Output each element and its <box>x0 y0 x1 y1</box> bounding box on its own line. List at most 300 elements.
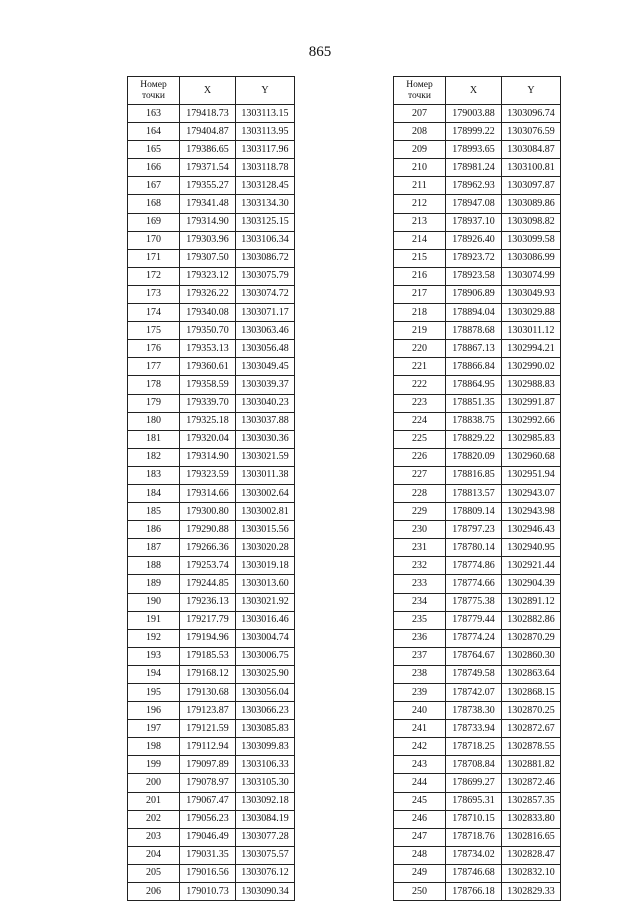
point-number-cell: 214 <box>394 231 446 249</box>
table-row <box>128 883 295 901</box>
x-coordinate-cell: 178851.35 <box>446 394 502 412</box>
point-number-cell: 194 <box>128 665 180 683</box>
y-coordinate-cell: 1303021.59 <box>236 448 295 466</box>
x-coordinate-cell: 178708.84 <box>446 756 502 774</box>
y-coordinate-cell: 1303092.18 <box>236 792 295 810</box>
y-coordinate-cell: 1302904.39 <box>502 575 561 593</box>
point-number-cell: 229 <box>394 503 446 521</box>
point-number-cell: 250 <box>394 883 446 901</box>
y-coordinate-cell: 1303074.99 <box>502 267 561 285</box>
y-coordinate-cell: 1303013.60 <box>236 575 295 593</box>
y-coordinate-cell: 1303016.46 <box>236 611 295 629</box>
x-coordinate-cell: 179303.96 <box>180 231 236 249</box>
coordinates-table-left <box>127 76 295 901</box>
table-header-row <box>394 77 561 105</box>
table-row <box>128 123 295 141</box>
x-coordinate-cell: 179339.70 <box>180 394 236 412</box>
y-coordinate-cell: 1303113.15 <box>236 105 295 123</box>
table-row <box>394 702 561 720</box>
y-coordinate-cell: 1303075.79 <box>236 267 295 285</box>
point-number-cell: 215 <box>394 249 446 267</box>
x-coordinate-cell: 178699.27 <box>446 774 502 792</box>
y-coordinate-cell: 1302991.87 <box>502 394 561 412</box>
y-coordinate-cell: 1302891.12 <box>502 593 561 611</box>
x-coordinate-cell: 179326.22 <box>180 285 236 303</box>
x-coordinate-cell: 179253.74 <box>180 557 236 575</box>
coordinates-table-right <box>393 76 561 901</box>
table-row <box>394 249 561 267</box>
x-coordinate-cell: 179341.48 <box>180 195 236 213</box>
y-coordinate-cell: 1303004.74 <box>236 629 295 647</box>
y-coordinate-cell: 1303106.33 <box>236 756 295 774</box>
point-number-cell: 207 <box>394 105 446 123</box>
x-coordinate-cell: 178894.04 <box>446 304 502 322</box>
x-coordinate-cell: 178733.94 <box>446 720 502 738</box>
table-row <box>128 484 295 502</box>
x-coordinate-cell: 178775.38 <box>446 593 502 611</box>
x-coordinate-cell: 179016.56 <box>180 864 236 882</box>
table-row <box>394 195 561 213</box>
x-coordinate-cell: 178813.57 <box>446 484 502 502</box>
y-coordinate-cell: 1303011.12 <box>502 322 561 340</box>
y-coordinate-cell: 1303049.93 <box>502 285 561 303</box>
x-coordinate-cell: 178779.44 <box>446 611 502 629</box>
table-row <box>394 123 561 141</box>
table-row <box>394 376 561 394</box>
x-coordinate-cell: 178993.65 <box>446 141 502 159</box>
point-number-cell: 224 <box>394 412 446 430</box>
header-x: X <box>180 77 236 105</box>
x-coordinate-cell: 179010.73 <box>180 883 236 901</box>
point-number-cell: 237 <box>394 647 446 665</box>
x-coordinate-cell: 178816.85 <box>446 466 502 484</box>
table-row <box>394 738 561 756</box>
x-coordinate-cell: 178710.15 <box>446 810 502 828</box>
point-number-cell: 227 <box>394 466 446 484</box>
point-number-cell: 245 <box>394 792 446 810</box>
point-number-cell: 238 <box>394 665 446 683</box>
x-coordinate-cell: 178947.08 <box>446 195 502 213</box>
x-coordinate-cell: 178774.66 <box>446 575 502 593</box>
x-coordinate-cell: 178923.58 <box>446 267 502 285</box>
y-coordinate-cell: 1302921.44 <box>502 557 561 575</box>
x-coordinate-cell: 178981.24 <box>446 159 502 177</box>
x-coordinate-cell: 178923.72 <box>446 249 502 267</box>
y-coordinate-cell: 1303074.72 <box>236 285 295 303</box>
table-row <box>394 774 561 792</box>
point-number-cell: 242 <box>394 738 446 756</box>
y-coordinate-cell: 1302872.46 <box>502 774 561 792</box>
table-row <box>394 503 561 521</box>
y-coordinate-cell: 1302881.82 <box>502 756 561 774</box>
x-coordinate-cell: 178864.95 <box>446 376 502 394</box>
point-number-cell: 174 <box>128 304 180 322</box>
point-number-cell: 178 <box>128 376 180 394</box>
table-row <box>394 521 561 539</box>
y-coordinate-cell: 1303039.37 <box>236 376 295 394</box>
table-row <box>128 557 295 575</box>
header-x: X <box>446 77 502 105</box>
table-row <box>394 105 561 123</box>
header-y: Y <box>502 77 561 105</box>
x-coordinate-cell: 179244.85 <box>180 575 236 593</box>
table-row <box>128 503 295 521</box>
point-number-cell: 168 <box>128 195 180 213</box>
y-coordinate-cell: 1303020.28 <box>236 539 295 557</box>
point-number-cell: 199 <box>128 756 180 774</box>
x-coordinate-cell: 179130.68 <box>180 684 236 702</box>
point-number-cell: 226 <box>394 448 446 466</box>
y-coordinate-cell: 1303066.23 <box>236 702 295 720</box>
y-coordinate-cell: 1302863.64 <box>502 665 561 683</box>
y-coordinate-cell: 1302951.94 <box>502 466 561 484</box>
y-coordinate-cell: 1303002.64 <box>236 484 295 502</box>
x-coordinate-cell: 178829.22 <box>446 430 502 448</box>
table-row <box>128 141 295 159</box>
point-number-cell: 183 <box>128 466 180 484</box>
point-number-cell: 230 <box>394 521 446 539</box>
x-coordinate-cell: 179300.80 <box>180 503 236 521</box>
table-row <box>394 213 561 231</box>
x-coordinate-cell: 179290.88 <box>180 521 236 539</box>
point-number-cell: 247 <box>394 828 446 846</box>
point-number-cell: 164 <box>128 123 180 141</box>
y-coordinate-cell: 1303075.57 <box>236 846 295 864</box>
x-coordinate-cell: 178866.84 <box>446 358 502 376</box>
table-row <box>128 647 295 665</box>
table-row <box>128 195 295 213</box>
table-row <box>394 665 561 683</box>
x-coordinate-cell: 178734.02 <box>446 846 502 864</box>
x-coordinate-cell: 178809.14 <box>446 503 502 521</box>
table-row <box>394 629 561 647</box>
x-coordinate-cell: 179358.59 <box>180 376 236 394</box>
y-coordinate-cell: 1302992.66 <box>502 412 561 430</box>
x-coordinate-cell: 179031.35 <box>180 846 236 864</box>
table-row <box>128 159 295 177</box>
y-coordinate-cell: 1303125.15 <box>236 213 295 231</box>
y-coordinate-cell: 1303071.17 <box>236 304 295 322</box>
point-number-cell: 220 <box>394 340 446 358</box>
x-coordinate-cell: 179325.18 <box>180 412 236 430</box>
table-row <box>394 539 561 557</box>
point-number-cell: 235 <box>394 611 446 629</box>
header-point-number: Номер точки <box>128 77 180 105</box>
y-coordinate-cell: 1302960.68 <box>502 448 561 466</box>
x-coordinate-cell: 179217.79 <box>180 611 236 629</box>
point-number-cell: 187 <box>128 539 180 557</box>
table-header-row <box>128 77 295 105</box>
y-coordinate-cell: 1303084.87 <box>502 141 561 159</box>
x-coordinate-cell: 179314.90 <box>180 213 236 231</box>
x-coordinate-cell: 179067.47 <box>180 792 236 810</box>
y-coordinate-cell: 1302878.55 <box>502 738 561 756</box>
table-row <box>394 141 561 159</box>
y-coordinate-cell: 1302943.07 <box>502 484 561 502</box>
x-coordinate-cell: 178774.24 <box>446 629 502 647</box>
point-number-cell: 216 <box>394 267 446 285</box>
x-coordinate-cell: 179386.65 <box>180 141 236 159</box>
point-number-cell: 175 <box>128 322 180 340</box>
table-row <box>394 484 561 502</box>
y-coordinate-cell: 1302985.83 <box>502 430 561 448</box>
y-coordinate-cell: 1303118.78 <box>236 159 295 177</box>
x-coordinate-cell: 179307.50 <box>180 249 236 267</box>
table-row <box>128 756 295 774</box>
x-coordinate-cell: 179371.54 <box>180 159 236 177</box>
point-number-cell: 231 <box>394 539 446 557</box>
y-coordinate-cell: 1302872.67 <box>502 720 561 738</box>
x-coordinate-cell: 179266.36 <box>180 539 236 557</box>
y-coordinate-cell: 1302940.95 <box>502 539 561 557</box>
y-coordinate-cell: 1302857.35 <box>502 792 561 810</box>
x-coordinate-cell: 179112.94 <box>180 738 236 756</box>
y-coordinate-cell: 1302868.15 <box>502 684 561 702</box>
x-coordinate-cell: 178746.68 <box>446 864 502 882</box>
table-row <box>128 810 295 828</box>
point-number-cell: 165 <box>128 141 180 159</box>
table-row <box>128 267 295 285</box>
point-number-cell: 180 <box>128 412 180 430</box>
header-y: Y <box>236 77 295 105</box>
point-number-cell: 197 <box>128 720 180 738</box>
point-number-cell: 228 <box>394 484 446 502</box>
point-number-cell: 248 <box>394 846 446 864</box>
y-coordinate-cell: 1303049.45 <box>236 358 295 376</box>
y-coordinate-cell: 1303096.74 <box>502 105 561 123</box>
table-row <box>394 322 561 340</box>
table-row <box>128 376 295 394</box>
x-coordinate-cell: 179404.87 <box>180 123 236 141</box>
point-number-cell: 211 <box>394 177 446 195</box>
x-coordinate-cell: 178820.09 <box>446 448 502 466</box>
table-body-left <box>128 105 295 901</box>
point-number-cell: 241 <box>394 720 446 738</box>
table-row <box>128 738 295 756</box>
y-coordinate-cell: 1303089.86 <box>502 195 561 213</box>
table-row <box>394 340 561 358</box>
x-coordinate-cell: 178926.40 <box>446 231 502 249</box>
y-coordinate-cell: 1302829.33 <box>502 883 561 901</box>
x-coordinate-cell: 178695.31 <box>446 792 502 810</box>
point-number-cell: 173 <box>128 285 180 303</box>
y-coordinate-cell: 1302832.10 <box>502 864 561 882</box>
point-number-cell: 196 <box>128 702 180 720</box>
x-coordinate-cell: 179353.13 <box>180 340 236 358</box>
y-coordinate-cell: 1303106.34 <box>236 231 295 249</box>
table-row <box>394 684 561 702</box>
point-number-cell: 232 <box>394 557 446 575</box>
table-row <box>394 448 561 466</box>
table-row <box>394 412 561 430</box>
point-number-cell: 222 <box>394 376 446 394</box>
table-row <box>394 593 561 611</box>
point-number-cell: 189 <box>128 575 180 593</box>
point-number-cell: 217 <box>394 285 446 303</box>
point-number-cell: 198 <box>128 738 180 756</box>
x-coordinate-cell: 178962.93 <box>446 177 502 195</box>
y-coordinate-cell: 1303056.04 <box>236 684 295 702</box>
y-coordinate-cell: 1303029.88 <box>502 304 561 322</box>
y-coordinate-cell: 1302946.43 <box>502 521 561 539</box>
header-point-number: Номер точки <box>394 77 446 105</box>
table-row <box>128 611 295 629</box>
point-number-cell: 188 <box>128 557 180 575</box>
y-coordinate-cell: 1303011.38 <box>236 466 295 484</box>
point-number-cell: 221 <box>394 358 446 376</box>
x-coordinate-cell: 179003.88 <box>446 105 502 123</box>
table-row <box>128 702 295 720</box>
table-row <box>128 828 295 846</box>
point-number-cell: 170 <box>128 231 180 249</box>
table-row <box>394 846 561 864</box>
table-row <box>128 665 295 683</box>
point-number-cell: 184 <box>128 484 180 502</box>
table-row <box>394 720 561 738</box>
x-coordinate-cell: 178718.76 <box>446 828 502 846</box>
table-row <box>128 846 295 864</box>
point-number-cell: 190 <box>128 593 180 611</box>
table-row <box>394 231 561 249</box>
point-number-cell: 203 <box>128 828 180 846</box>
x-coordinate-cell: 179056.23 <box>180 810 236 828</box>
table-row <box>394 304 561 322</box>
y-coordinate-cell: 1303002.81 <box>236 503 295 521</box>
y-coordinate-cell: 1303097.87 <box>502 177 561 195</box>
y-coordinate-cell: 1302833.80 <box>502 810 561 828</box>
x-coordinate-cell: 178878.68 <box>446 322 502 340</box>
y-coordinate-cell: 1302816.65 <box>502 828 561 846</box>
table-row <box>128 774 295 792</box>
y-coordinate-cell: 1303076.59 <box>502 123 561 141</box>
table-row <box>128 575 295 593</box>
x-coordinate-cell: 178867.13 <box>446 340 502 358</box>
x-coordinate-cell: 179185.53 <box>180 647 236 665</box>
y-coordinate-cell: 1302943.98 <box>502 503 561 521</box>
table-row <box>128 466 295 484</box>
point-number-cell: 186 <box>128 521 180 539</box>
y-coordinate-cell: 1303030.36 <box>236 430 295 448</box>
table-row <box>128 249 295 267</box>
x-coordinate-cell: 179078.97 <box>180 774 236 792</box>
table-row <box>128 593 295 611</box>
y-coordinate-cell: 1302870.25 <box>502 702 561 720</box>
table-row <box>128 231 295 249</box>
x-coordinate-cell: 178718.25 <box>446 738 502 756</box>
point-number-cell: 176 <box>128 340 180 358</box>
point-number-cell: 204 <box>128 846 180 864</box>
y-coordinate-cell: 1303076.12 <box>236 864 295 882</box>
table-row <box>128 285 295 303</box>
table-row <box>128 304 295 322</box>
point-number-cell: 249 <box>394 864 446 882</box>
table-row <box>394 394 561 412</box>
point-number-cell: 195 <box>128 684 180 702</box>
y-coordinate-cell: 1303077.28 <box>236 828 295 846</box>
table-row <box>128 521 295 539</box>
page-number: 865 <box>308 44 332 60</box>
table-row <box>128 684 295 702</box>
y-coordinate-cell: 1302828.47 <box>502 846 561 864</box>
x-coordinate-cell: 179236.13 <box>180 593 236 611</box>
table-row <box>394 883 561 901</box>
point-number-cell: 210 <box>394 159 446 177</box>
point-number-cell: 177 <box>128 358 180 376</box>
table-row <box>128 864 295 882</box>
point-number-cell: 234 <box>394 593 446 611</box>
table-body-right <box>394 105 561 901</box>
x-coordinate-cell: 179350.70 <box>180 322 236 340</box>
table-row <box>128 720 295 738</box>
point-number-cell: 192 <box>128 629 180 647</box>
y-coordinate-cell: 1303105.30 <box>236 774 295 792</box>
table-row <box>128 340 295 358</box>
x-coordinate-cell: 178999.22 <box>446 123 502 141</box>
point-number-cell: 167 <box>128 177 180 195</box>
point-number-cell: 191 <box>128 611 180 629</box>
x-coordinate-cell: 178766.18 <box>446 883 502 901</box>
y-coordinate-cell: 1303086.72 <box>236 249 295 267</box>
point-number-cell: 206 <box>128 883 180 901</box>
y-coordinate-cell: 1303086.99 <box>502 249 561 267</box>
x-coordinate-cell: 178738.30 <box>446 702 502 720</box>
table-row <box>128 412 295 430</box>
x-coordinate-cell: 178764.67 <box>446 647 502 665</box>
point-number-cell: 213 <box>394 213 446 231</box>
y-coordinate-cell: 1302990.02 <box>502 358 561 376</box>
x-coordinate-cell: 179360.61 <box>180 358 236 376</box>
x-coordinate-cell: 179340.08 <box>180 304 236 322</box>
point-number-cell: 209 <box>394 141 446 159</box>
x-coordinate-cell: 178742.07 <box>446 684 502 702</box>
x-coordinate-cell: 178937.10 <box>446 213 502 231</box>
table-row <box>394 792 561 810</box>
y-coordinate-cell: 1302988.83 <box>502 376 561 394</box>
x-coordinate-cell: 179323.59 <box>180 466 236 484</box>
y-coordinate-cell: 1302994.21 <box>502 340 561 358</box>
y-coordinate-cell: 1303063.46 <box>236 322 295 340</box>
point-number-cell: 205 <box>128 864 180 882</box>
y-coordinate-cell: 1303134.30 <box>236 195 295 213</box>
table-row <box>128 430 295 448</box>
y-coordinate-cell: 1303040.23 <box>236 394 295 412</box>
point-number-cell: 179 <box>128 394 180 412</box>
x-coordinate-cell: 178780.14 <box>446 539 502 557</box>
table-row <box>394 575 561 593</box>
table-row <box>394 177 561 195</box>
table-row <box>394 267 561 285</box>
y-coordinate-cell: 1303099.83 <box>236 738 295 756</box>
y-coordinate-cell: 1303100.81 <box>502 159 561 177</box>
table-row <box>394 159 561 177</box>
y-coordinate-cell: 1303025.90 <box>236 665 295 683</box>
table-row <box>394 557 561 575</box>
point-number-cell: 244 <box>394 774 446 792</box>
x-coordinate-cell: 179314.66 <box>180 484 236 502</box>
y-coordinate-cell: 1303117.96 <box>236 141 295 159</box>
x-coordinate-cell: 178749.58 <box>446 665 502 683</box>
point-number-cell: 239 <box>394 684 446 702</box>
table-row <box>394 285 561 303</box>
point-number-cell: 171 <box>128 249 180 267</box>
point-number-cell: 185 <box>128 503 180 521</box>
y-coordinate-cell: 1302882.86 <box>502 611 561 629</box>
point-number-cell: 212 <box>394 195 446 213</box>
x-coordinate-cell: 179097.89 <box>180 756 236 774</box>
point-number-cell: 181 <box>128 430 180 448</box>
y-coordinate-cell: 1302870.29 <box>502 629 561 647</box>
x-coordinate-cell: 179323.12 <box>180 267 236 285</box>
